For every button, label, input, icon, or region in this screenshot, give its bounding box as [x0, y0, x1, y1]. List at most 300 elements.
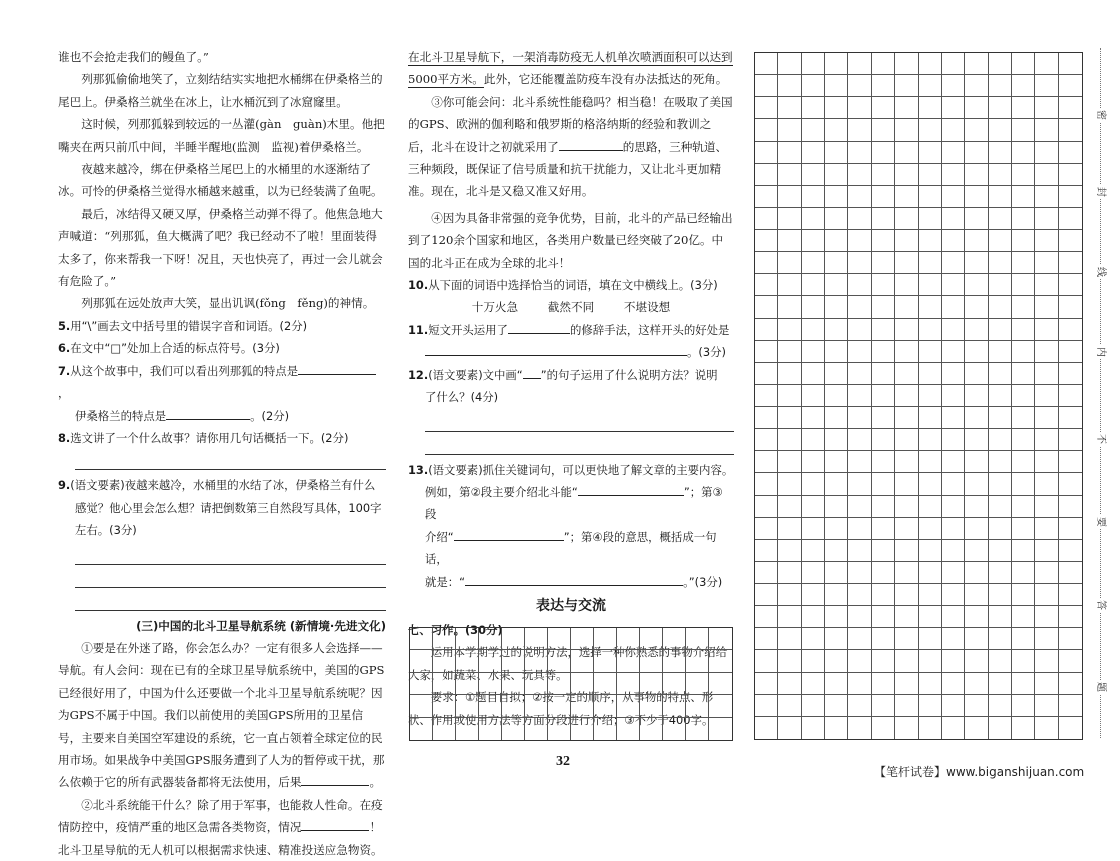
answer-blank[interactable] [508, 319, 570, 334]
grid-cell[interactable] [410, 650, 433, 672]
grid-cell[interactable] [989, 496, 1012, 518]
grid-cell[interactable] [456, 695, 479, 717]
grid-cell[interactable] [1059, 97, 1082, 119]
grid-cell[interactable] [872, 407, 895, 429]
grid-cell[interactable] [755, 518, 778, 540]
grid-cell[interactable] [778, 717, 801, 739]
grid-cell[interactable] [1035, 451, 1058, 473]
grid-cell[interactable] [778, 628, 801, 650]
grid-cell[interactable] [1012, 97, 1035, 119]
grid-cell[interactable] [895, 252, 918, 274]
grid-cell[interactable] [1059, 695, 1082, 717]
grid-cell[interactable] [872, 186, 895, 208]
grid-cell[interactable] [895, 341, 918, 363]
grid-cell[interactable] [919, 142, 942, 164]
grid-cell[interactable] [872, 451, 895, 473]
grid-cell[interactable] [919, 385, 942, 407]
grid-cell[interactable] [456, 650, 479, 672]
grid-cell[interactable] [755, 230, 778, 252]
grid-cell[interactable] [872, 673, 895, 695]
grid-cell[interactable] [778, 208, 801, 230]
grid-cell[interactable] [919, 296, 942, 318]
grid-cell[interactable] [778, 274, 801, 296]
grid-cell[interactable] [1012, 385, 1035, 407]
grid-cell[interactable] [942, 584, 965, 606]
grid-cell[interactable] [1059, 274, 1082, 296]
grid-cell[interactable] [989, 53, 1012, 75]
grid-cell[interactable] [895, 319, 918, 341]
grid-cell[interactable] [755, 75, 778, 97]
grid-cell[interactable] [919, 97, 942, 119]
grid-cell[interactable] [802, 208, 825, 230]
grid-cell[interactable] [942, 53, 965, 75]
grid-cell[interactable] [1035, 186, 1058, 208]
grid-cell[interactable] [872, 319, 895, 341]
grid-cell[interactable] [640, 650, 663, 672]
grid-cell[interactable] [825, 650, 848, 672]
grid-cell[interactable] [989, 296, 1012, 318]
grid-cell[interactable] [825, 473, 848, 495]
grid-cell[interactable] [525, 628, 548, 650]
grid-cell[interactable] [872, 473, 895, 495]
grid-cell[interactable] [755, 473, 778, 495]
grid-cell[interactable] [965, 673, 988, 695]
grid-cell[interactable] [942, 429, 965, 451]
answer-blank[interactable] [454, 526, 564, 541]
grid-cell[interactable] [848, 319, 871, 341]
grid-cell[interactable] [895, 650, 918, 672]
grid-cell[interactable] [895, 695, 918, 717]
grid-cell[interactable] [965, 385, 988, 407]
grid-cell[interactable] [802, 252, 825, 274]
grid-cell[interactable] [895, 473, 918, 495]
grid-cell[interactable] [965, 230, 988, 252]
grid-cell[interactable] [1012, 142, 1035, 164]
grid-cell[interactable] [1059, 119, 1082, 141]
grid-cell[interactable] [895, 208, 918, 230]
grid-cell[interactable] [502, 628, 525, 650]
grid-cell[interactable] [755, 164, 778, 186]
grid-cell[interactable] [410, 718, 433, 740]
grid-cell[interactable] [1035, 429, 1058, 451]
grid-cell[interactable] [919, 496, 942, 518]
grid-cell[interactable] [965, 606, 988, 628]
grid-cell[interactable] [848, 385, 871, 407]
grid-cell[interactable] [1059, 562, 1082, 584]
grid-cell[interactable] [755, 628, 778, 650]
grid-cell[interactable] [709, 628, 732, 650]
grid-cell[interactable] [1035, 164, 1058, 186]
grid-cell[interactable] [825, 496, 848, 518]
grid-cell[interactable] [778, 695, 801, 717]
grid-cell[interactable] [686, 673, 709, 695]
grid-cell[interactable] [1059, 319, 1082, 341]
answer-line[interactable] [75, 565, 386, 588]
grid-cell[interactable] [825, 562, 848, 584]
grid-cell[interactable] [942, 673, 965, 695]
answer-line[interactable] [75, 588, 386, 611]
grid-cell[interactable] [755, 385, 778, 407]
grid-cell[interactable] [965, 186, 988, 208]
grid-cell[interactable] [1035, 673, 1058, 695]
grid-cell[interactable] [919, 673, 942, 695]
grid-cell[interactable] [663, 673, 686, 695]
grid-cell[interactable] [919, 230, 942, 252]
grid-cell[interactable] [1012, 473, 1035, 495]
grid-cell[interactable] [1059, 252, 1082, 274]
grid-cell[interactable] [848, 208, 871, 230]
grid-cell[interactable] [942, 75, 965, 97]
grid-cell[interactable] [755, 274, 778, 296]
grid-cell[interactable] [548, 650, 571, 672]
grid-cell[interactable] [942, 496, 965, 518]
grid-cell[interactable] [755, 540, 778, 562]
grid-cell[interactable] [1035, 584, 1058, 606]
grid-cell[interactable] [848, 142, 871, 164]
grid-cell[interactable] [848, 562, 871, 584]
grid-cell[interactable] [1059, 407, 1082, 429]
grid-cell[interactable] [919, 695, 942, 717]
grid-cell[interactable] [594, 628, 617, 650]
grid-cell[interactable] [895, 584, 918, 606]
grid-cell[interactable] [802, 296, 825, 318]
grid-cell[interactable] [825, 230, 848, 252]
grid-cell[interactable] [965, 451, 988, 473]
grid-cell[interactable] [802, 164, 825, 186]
grid-cell[interactable] [965, 296, 988, 318]
grid-cell[interactable] [1035, 341, 1058, 363]
grid-cell[interactable] [802, 119, 825, 141]
grid-cell[interactable] [778, 518, 801, 540]
grid-cell[interactable] [942, 296, 965, 318]
grid-cell[interactable] [456, 628, 479, 650]
grid-cell[interactable] [872, 296, 895, 318]
grid-cell[interactable] [825, 429, 848, 451]
grid-cell[interactable] [1035, 296, 1058, 318]
grid-cell[interactable] [919, 451, 942, 473]
grid-cell[interactable] [942, 363, 965, 385]
grid-cell[interactable] [942, 274, 965, 296]
grid-cell[interactable] [825, 540, 848, 562]
grid-cell[interactable] [919, 584, 942, 606]
grid-cell[interactable] [942, 230, 965, 252]
grid-cell[interactable] [1059, 385, 1082, 407]
grid-cell[interactable] [802, 584, 825, 606]
grid-cell[interactable] [895, 429, 918, 451]
grid-cell[interactable] [989, 119, 1012, 141]
grid-cell[interactable] [895, 717, 918, 739]
grid-cell[interactable] [594, 718, 617, 740]
grid-cell[interactable] [755, 341, 778, 363]
grid-cell[interactable] [410, 673, 433, 695]
grid-cell[interactable] [848, 75, 871, 97]
grid-cell[interactable] [1012, 230, 1035, 252]
grid-cell[interactable] [755, 451, 778, 473]
grid-cell[interactable] [942, 650, 965, 672]
grid-cell[interactable] [571, 673, 594, 695]
grid-cell[interactable] [965, 274, 988, 296]
grid-cell[interactable] [755, 142, 778, 164]
grid-cell[interactable] [594, 695, 617, 717]
grid-cell[interactable] [1035, 385, 1058, 407]
grid-cell[interactable] [965, 319, 988, 341]
grid-cell[interactable] [825, 363, 848, 385]
grid-cell[interactable] [965, 53, 988, 75]
grid-cell[interactable] [1059, 518, 1082, 540]
grid-cell[interactable] [919, 717, 942, 739]
grid-cell[interactable] [663, 628, 686, 650]
grid-cell[interactable] [942, 186, 965, 208]
grid-cell[interactable] [919, 650, 942, 672]
grid-cell[interactable] [872, 385, 895, 407]
grid-cell[interactable] [942, 717, 965, 739]
grid-cell[interactable] [802, 518, 825, 540]
grid-cell[interactable] [1035, 97, 1058, 119]
grid-cell[interactable] [848, 363, 871, 385]
grid-cell[interactable] [848, 230, 871, 252]
grid-cell[interactable] [1012, 164, 1035, 186]
grid-cell[interactable] [548, 695, 571, 717]
grid-cell[interactable] [640, 673, 663, 695]
grid-cell[interactable] [919, 274, 942, 296]
grid-cell[interactable] [965, 496, 988, 518]
grid-cell[interactable] [965, 75, 988, 97]
grid-cell[interactable] [872, 429, 895, 451]
grid-cell[interactable] [802, 97, 825, 119]
grid-cell[interactable] [895, 540, 918, 562]
grid-cell[interactable] [1059, 496, 1082, 518]
grid-cell[interactable] [965, 119, 988, 141]
grid-cell[interactable] [989, 97, 1012, 119]
grid-cell[interactable] [848, 53, 871, 75]
grid-cell[interactable] [1035, 53, 1058, 75]
grid-cell[interactable] [919, 75, 942, 97]
grid-cell[interactable] [848, 97, 871, 119]
grid-cell[interactable] [825, 628, 848, 650]
grid-cell[interactable] [1059, 429, 1082, 451]
grid-cell[interactable] [778, 673, 801, 695]
grid-cell[interactable] [872, 53, 895, 75]
grid-cell[interactable] [872, 540, 895, 562]
grid-cell[interactable] [848, 673, 871, 695]
grid-cell[interactable] [778, 540, 801, 562]
grid-cell[interactable] [1035, 363, 1058, 385]
grid-cell[interactable] [989, 230, 1012, 252]
grid-cell[interactable] [965, 208, 988, 230]
grid-cell[interactable] [456, 673, 479, 695]
grid-cell[interactable] [965, 717, 988, 739]
grid-cell[interactable] [778, 584, 801, 606]
grid-cell[interactable] [755, 650, 778, 672]
grid-cell[interactable] [872, 518, 895, 540]
grid-cell[interactable] [1012, 562, 1035, 584]
grid-cell[interactable] [640, 628, 663, 650]
grid-cell[interactable] [1035, 407, 1058, 429]
grid-cell[interactable] [989, 429, 1012, 451]
grid-cell[interactable] [895, 142, 918, 164]
grid-cell[interactable] [755, 584, 778, 606]
answer-blank[interactable] [298, 360, 376, 375]
grid-cell[interactable] [872, 208, 895, 230]
grid-cell[interactable] [825, 75, 848, 97]
grid-cell[interactable] [965, 473, 988, 495]
grid-cell[interactable] [1012, 407, 1035, 429]
grid-cell[interactable] [548, 628, 571, 650]
grid-cell[interactable] [1059, 363, 1082, 385]
grid-cell[interactable] [456, 718, 479, 740]
grid-cell[interactable] [965, 650, 988, 672]
grid-cell[interactable] [617, 718, 640, 740]
grid-cell[interactable] [640, 695, 663, 717]
grid-cell[interactable] [1012, 540, 1035, 562]
grid-cell[interactable] [942, 164, 965, 186]
grid-cell[interactable] [1059, 186, 1082, 208]
grid-cell[interactable] [802, 650, 825, 672]
grid-cell[interactable] [1012, 53, 1035, 75]
grid-cell[interactable] [919, 429, 942, 451]
grid-cell[interactable] [778, 164, 801, 186]
grid-cell[interactable] [965, 540, 988, 562]
grid-cell[interactable] [895, 97, 918, 119]
grid-cell[interactable] [755, 119, 778, 141]
grid-cell[interactable] [919, 252, 942, 274]
answer-line[interactable] [425, 432, 734, 455]
grid-cell[interactable] [825, 319, 848, 341]
grid-cell[interactable] [989, 695, 1012, 717]
grid-cell[interactable] [848, 496, 871, 518]
grid-cell[interactable] [989, 208, 1012, 230]
grid-cell[interactable] [1035, 319, 1058, 341]
grid-cell[interactable] [825, 407, 848, 429]
grid-cell[interactable] [965, 142, 988, 164]
grid-cell[interactable] [802, 274, 825, 296]
grid-cell[interactable] [686, 718, 709, 740]
grid-cell[interactable] [802, 186, 825, 208]
grid-cell[interactable] [825, 451, 848, 473]
grid-cell[interactable] [778, 363, 801, 385]
grid-cell[interactable] [989, 319, 1012, 341]
grid-cell[interactable] [895, 628, 918, 650]
grid-cell[interactable] [1035, 75, 1058, 97]
grid-cell[interactable] [755, 429, 778, 451]
grid-cell[interactable] [709, 650, 732, 672]
grid-cell[interactable] [1012, 451, 1035, 473]
grid-cell[interactable] [1059, 473, 1082, 495]
grid-cell[interactable] [942, 695, 965, 717]
grid-cell[interactable] [1035, 230, 1058, 252]
grid-cell[interactable] [848, 540, 871, 562]
grid-cell[interactable] [778, 451, 801, 473]
grid-cell[interactable] [872, 274, 895, 296]
grid-cell[interactable] [895, 606, 918, 628]
grid-cell[interactable] [1059, 606, 1082, 628]
grid-cell[interactable] [848, 252, 871, 274]
grid-cell[interactable] [989, 628, 1012, 650]
grid-cell[interactable] [942, 119, 965, 141]
grid-cell[interactable] [755, 562, 778, 584]
grid-cell[interactable] [872, 164, 895, 186]
grid-cell[interactable] [965, 628, 988, 650]
grid-cell[interactable] [895, 119, 918, 141]
grid-cell[interactable] [1035, 252, 1058, 274]
grid-cell[interactable] [802, 429, 825, 451]
answer-line[interactable] [425, 409, 734, 432]
answer-blank[interactable] [559, 136, 623, 151]
grid-cell[interactable] [778, 473, 801, 495]
grid-cell[interactable] [802, 319, 825, 341]
grid-cell[interactable] [1059, 584, 1082, 606]
grid-cell[interactable] [755, 363, 778, 385]
grid-cell[interactable] [942, 341, 965, 363]
grid-cell[interactable] [755, 673, 778, 695]
grid-cell[interactable] [942, 208, 965, 230]
grid-cell[interactable] [942, 97, 965, 119]
grid-cell[interactable] [571, 650, 594, 672]
grid-cell[interactable] [825, 142, 848, 164]
grid-cell[interactable] [965, 584, 988, 606]
grid-cell[interactable] [802, 363, 825, 385]
grid-cell[interactable] [802, 53, 825, 75]
grid-cell[interactable] [755, 208, 778, 230]
grid-cell[interactable] [848, 296, 871, 318]
grid-cell[interactable] [942, 540, 965, 562]
grid-cell[interactable] [755, 695, 778, 717]
grid-cell[interactable] [919, 208, 942, 230]
grid-cell[interactable] [825, 518, 848, 540]
grid-cell[interactable] [1059, 208, 1082, 230]
grid-cell[interactable] [663, 718, 686, 740]
grid-cell[interactable] [1035, 119, 1058, 141]
grid-cell[interactable] [848, 186, 871, 208]
grid-cell[interactable] [778, 186, 801, 208]
answer-blank[interactable] [425, 341, 687, 356]
grid-cell[interactable] [571, 718, 594, 740]
grid-cell[interactable] [825, 606, 848, 628]
grid-cell[interactable] [848, 429, 871, 451]
grid-cell[interactable] [778, 75, 801, 97]
grid-cell[interactable] [848, 628, 871, 650]
answer-blank[interactable] [578, 481, 684, 496]
grid-cell[interactable] [1035, 628, 1058, 650]
grid-cell[interactable] [825, 208, 848, 230]
grid-cell[interactable] [571, 695, 594, 717]
grid-cell[interactable] [825, 717, 848, 739]
grid-cell[interactable] [755, 496, 778, 518]
grid-cell[interactable] [686, 695, 709, 717]
grid-cell[interactable] [1012, 363, 1035, 385]
grid-cell[interactable] [1059, 75, 1082, 97]
grid-cell[interactable] [1012, 496, 1035, 518]
grid-cell[interactable] [802, 695, 825, 717]
grid-cell[interactable] [825, 673, 848, 695]
grid-cell[interactable] [755, 407, 778, 429]
grid-cell[interactable] [989, 540, 1012, 562]
grid-cell[interactable] [709, 673, 732, 695]
grid-cell[interactable] [989, 75, 1012, 97]
grid-cell[interactable] [825, 385, 848, 407]
grid-cell[interactable] [825, 97, 848, 119]
grid-cell[interactable] [778, 429, 801, 451]
grid-cell[interactable] [1012, 650, 1035, 672]
grid-cell[interactable] [571, 628, 594, 650]
grid-cell[interactable] [802, 75, 825, 97]
grid-cell[interactable] [919, 628, 942, 650]
grid-cell[interactable] [989, 341, 1012, 363]
grid-cell[interactable] [1059, 628, 1082, 650]
grid-cell[interactable] [778, 385, 801, 407]
grid-cell[interactable] [802, 230, 825, 252]
grid-cell[interactable] [594, 673, 617, 695]
